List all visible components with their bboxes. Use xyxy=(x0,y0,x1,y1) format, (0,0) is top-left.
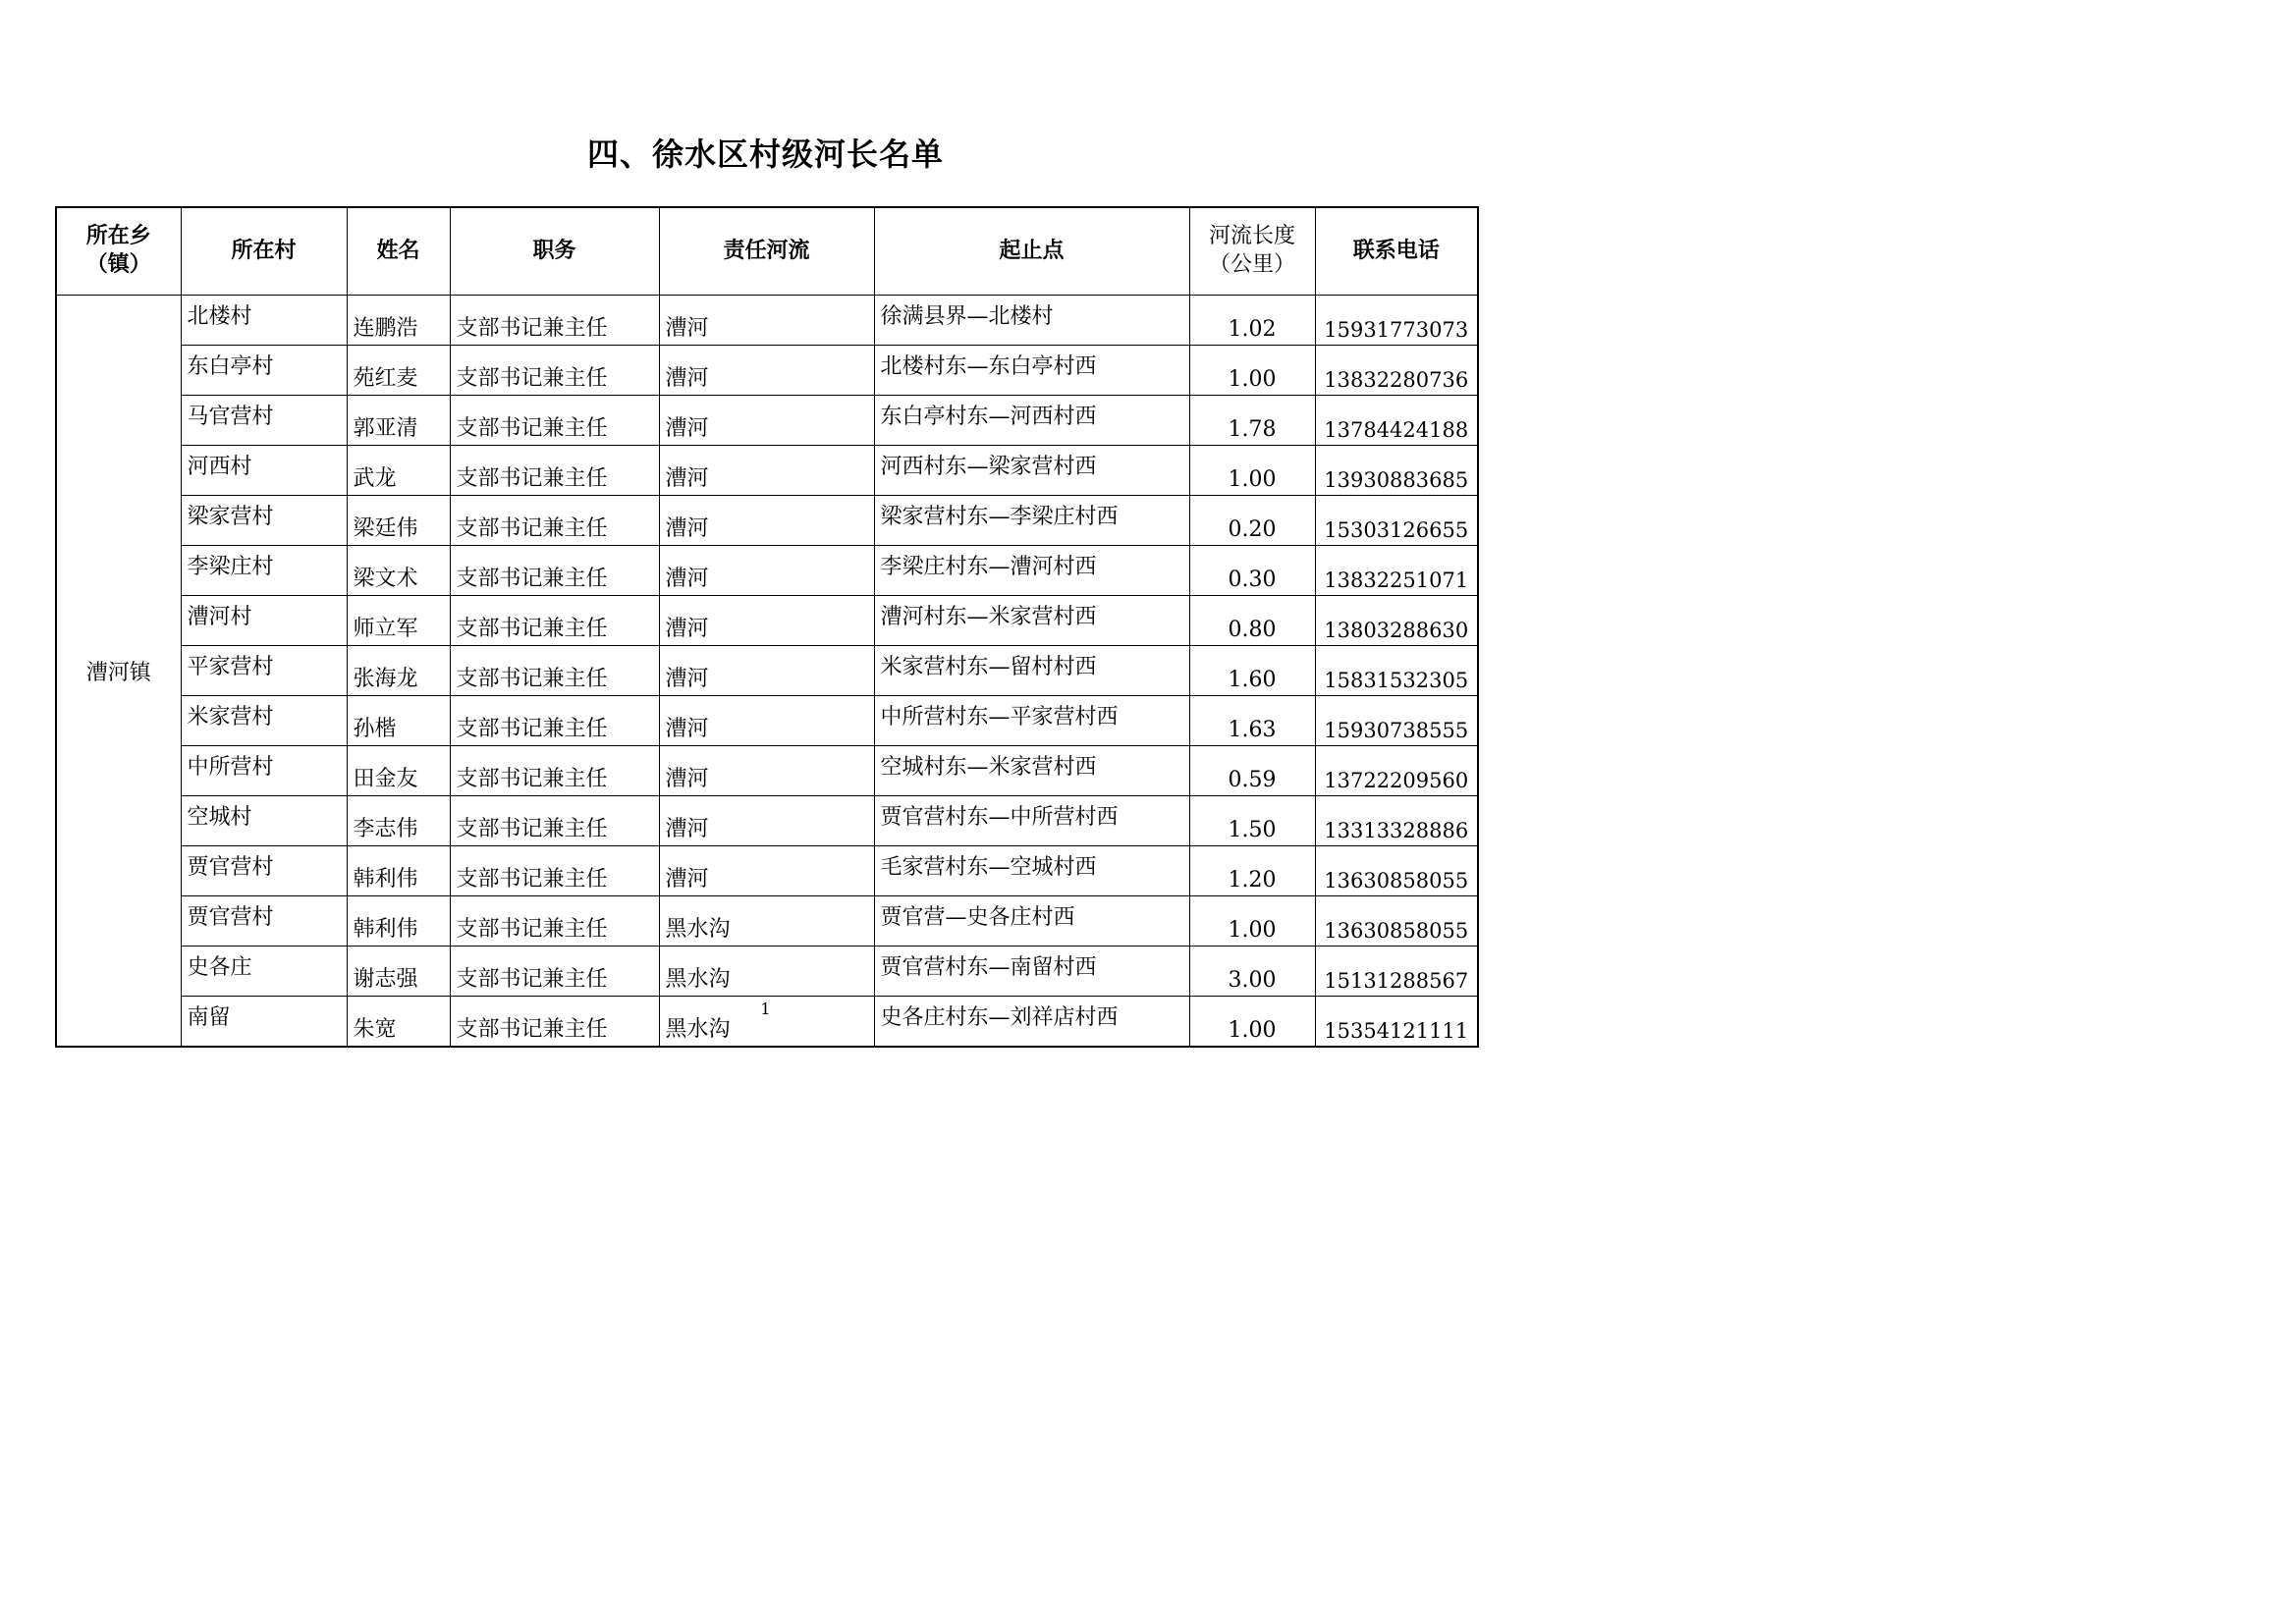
name-cell: 田金友 xyxy=(347,746,450,796)
river-cell: 漕河 xyxy=(659,796,874,846)
position-cell: 支部书记兼主任 xyxy=(450,947,659,997)
village-cell: 河西村 xyxy=(181,446,347,496)
route-cell: 李梁庄村东—漕河村西 xyxy=(874,546,1189,596)
header-village: 所在村 xyxy=(181,207,347,296)
route-cell: 贾官营村东—南留村西 xyxy=(874,947,1189,997)
river-cell: 漕河 xyxy=(659,596,874,646)
township-cell: 漕河镇 xyxy=(56,296,181,1048)
position-cell: 支部书记兼主任 xyxy=(450,796,659,846)
length-cell: 1.00 xyxy=(1189,346,1315,396)
village-cell: 北楼村 xyxy=(181,296,347,346)
phone-cell: 13630858055 xyxy=(1315,896,1478,947)
route-cell: 贾官营村东—中所营村西 xyxy=(874,796,1189,846)
table-row xyxy=(56,796,1478,846)
river-cell: 漕河 xyxy=(659,496,874,546)
table-row xyxy=(56,746,1478,796)
name-cell: 张海龙 xyxy=(347,646,450,696)
header-name: 姓名 xyxy=(347,207,450,296)
position-cell: 支部书记兼主任 xyxy=(450,696,659,746)
river-cell: 漕河 xyxy=(659,346,874,396)
position-cell: 支部书记兼主任 xyxy=(450,446,659,496)
position-cell: 支部书记兼主任 xyxy=(450,896,659,947)
river-cell: 漕河 xyxy=(659,396,874,446)
header-township-line2: （镇） xyxy=(85,252,151,277)
river-cell: 黑水沟 xyxy=(659,896,874,947)
table-row xyxy=(56,296,1478,346)
position-cell: 支部书记兼主任 xyxy=(450,646,659,696)
table-header-row xyxy=(56,207,1478,296)
length-cell: 0.30 xyxy=(1189,546,1315,596)
header-length xyxy=(1189,207,1315,296)
length-cell: 0.80 xyxy=(1189,596,1315,646)
route-cell: 北楼村东—东白亭村西 xyxy=(874,346,1189,396)
river-cell: 漕河 xyxy=(659,646,874,696)
village-cell: 平家营村 xyxy=(181,646,347,696)
table-row xyxy=(56,596,1478,646)
table-row xyxy=(56,346,1478,396)
header-phone: 联系电话 xyxy=(1315,207,1478,296)
length-cell: 3.00 xyxy=(1189,947,1315,997)
village-cell: 李梁庄村 xyxy=(181,546,347,596)
name-cell: 郭亚清 xyxy=(347,396,450,446)
route-cell: 空城村东—米家营村西 xyxy=(874,746,1189,796)
phone-cell: 15931773073 xyxy=(1315,296,1478,346)
river-cell: 漕河 xyxy=(659,746,874,796)
length-cell: 1.00 xyxy=(1189,997,1315,1048)
river-cell: 黑水沟 xyxy=(659,997,874,1048)
header-river: 责任河流 xyxy=(659,207,874,296)
village-cell: 马官营村 xyxy=(181,396,347,446)
header-township xyxy=(56,207,181,296)
header-position: 职务 xyxy=(450,207,659,296)
river-cell: 漕河 xyxy=(659,296,874,346)
length-cell: 1.63 xyxy=(1189,696,1315,746)
river-cell: 漕河 xyxy=(659,846,874,896)
length-cell: 0.59 xyxy=(1189,746,1315,796)
position-cell: 支部书记兼主任 xyxy=(450,596,659,646)
phone-cell: 13784424188 xyxy=(1315,396,1478,446)
table-row xyxy=(56,846,1478,896)
table-row xyxy=(56,896,1478,947)
route-cell: 东白亭村东—河西村西 xyxy=(874,396,1189,446)
length-cell: 1.78 xyxy=(1189,396,1315,446)
position-cell: 支部书记兼主任 xyxy=(450,846,659,896)
phone-cell: 13313328886 xyxy=(1315,796,1478,846)
phone-cell: 15831532305 xyxy=(1315,646,1478,696)
river-cell: 漕河 xyxy=(659,446,874,496)
village-cell: 梁家营村 xyxy=(181,496,347,546)
name-cell: 韩利伟 xyxy=(347,846,450,896)
village-cell: 空城村 xyxy=(181,796,347,846)
river-cell: 漕河 xyxy=(659,546,874,596)
name-cell: 朱宽 xyxy=(347,997,450,1048)
position-cell: 支部书记兼主任 xyxy=(450,346,659,396)
name-cell: 梁文术 xyxy=(347,546,450,596)
phone-cell: 13832280736 xyxy=(1315,346,1478,396)
header-length-line1: 河流长度 xyxy=(1208,224,1295,249)
name-cell: 孙楷 xyxy=(347,696,450,746)
page-number: 1 xyxy=(760,1000,771,1018)
route-cell: 中所营村东—平家营村西 xyxy=(874,696,1189,746)
route-cell: 河西村东—梁家营村西 xyxy=(874,446,1189,496)
name-cell: 连鹏浩 xyxy=(347,296,450,346)
route-cell: 徐满县界—北楼村 xyxy=(874,296,1189,346)
village-cell: 中所营村 xyxy=(181,746,347,796)
position-cell: 支部书记兼主任 xyxy=(450,746,659,796)
name-cell: 谢志强 xyxy=(347,947,450,997)
route-cell: 米家营村东—留村村西 xyxy=(874,646,1189,696)
table-row xyxy=(56,947,1478,997)
route-cell: 贾官营—史各庄村西 xyxy=(874,896,1189,947)
table-row xyxy=(56,496,1478,546)
table-row xyxy=(56,446,1478,496)
phone-cell: 13630858055 xyxy=(1315,846,1478,896)
table-row xyxy=(56,646,1478,696)
length-cell: 1.00 xyxy=(1189,896,1315,947)
village-cell: 漕河村 xyxy=(181,596,347,646)
village-cell: 南留 xyxy=(181,997,347,1048)
table-row xyxy=(56,546,1478,596)
length-cell: 0.20 xyxy=(1189,496,1315,546)
position-cell: 支部书记兼主任 xyxy=(450,496,659,546)
name-cell: 李志伟 xyxy=(347,796,450,846)
phone-cell: 13803288630 xyxy=(1315,596,1478,646)
village-cell: 贾官营村 xyxy=(181,846,347,896)
river-cell: 黑水沟 xyxy=(659,947,874,997)
header-length-line2: （公里） xyxy=(1208,252,1295,277)
position-cell: 支部书记兼主任 xyxy=(450,296,659,346)
table-row xyxy=(56,696,1478,746)
length-cell: 1.00 xyxy=(1189,446,1315,496)
position-cell: 支部书记兼主任 xyxy=(450,997,659,1048)
length-cell: 1.20 xyxy=(1189,846,1315,896)
route-cell: 漕河村东—米家营村西 xyxy=(874,596,1189,646)
village-cell: 史各庄 xyxy=(181,947,347,997)
village-cell: 米家营村 xyxy=(181,696,347,746)
name-cell: 武龙 xyxy=(347,446,450,496)
phone-cell: 13930883685 xyxy=(1315,446,1478,496)
name-cell: 师立军 xyxy=(347,596,450,646)
name-cell: 梁廷伟 xyxy=(347,496,450,546)
page-title: 四、徐水区村级河长名单 xyxy=(586,135,944,173)
phone-cell: 15354121111 xyxy=(1315,997,1478,1048)
phone-cell: 15303126655 xyxy=(1315,496,1478,546)
route-cell: 梁家营村东—李梁庄村西 xyxy=(874,496,1189,546)
phone-cell: 15930738555 xyxy=(1315,696,1478,746)
position-cell: 支部书记兼主任 xyxy=(450,546,659,596)
river-cell: 漕河 xyxy=(659,696,874,746)
name-cell: 韩利伟 xyxy=(347,896,450,947)
header-township-line1: 所在乡 xyxy=(85,224,151,249)
village-cell: 东白亭村 xyxy=(181,346,347,396)
table-row xyxy=(56,396,1478,446)
position-cell: 支部书记兼主任 xyxy=(450,396,659,446)
length-cell: 1.60 xyxy=(1189,646,1315,696)
length-cell: 1.50 xyxy=(1189,796,1315,846)
header-route: 起止点 xyxy=(874,207,1189,296)
phone-cell: 15131288567 xyxy=(1315,947,1478,997)
route-cell: 史各庄村东—刘祥店村西 xyxy=(874,997,1189,1048)
river-chief-table xyxy=(55,206,1479,1048)
village-cell: 贾官营村 xyxy=(181,896,347,947)
length-cell: 1.02 xyxy=(1189,296,1315,346)
phone-cell: 13722209560 xyxy=(1315,746,1478,796)
phone-cell: 13832251071 xyxy=(1315,546,1478,596)
route-cell: 毛家营村东—空城村西 xyxy=(874,846,1189,896)
name-cell: 苑红麦 xyxy=(347,346,450,396)
table-body xyxy=(56,296,1478,1048)
